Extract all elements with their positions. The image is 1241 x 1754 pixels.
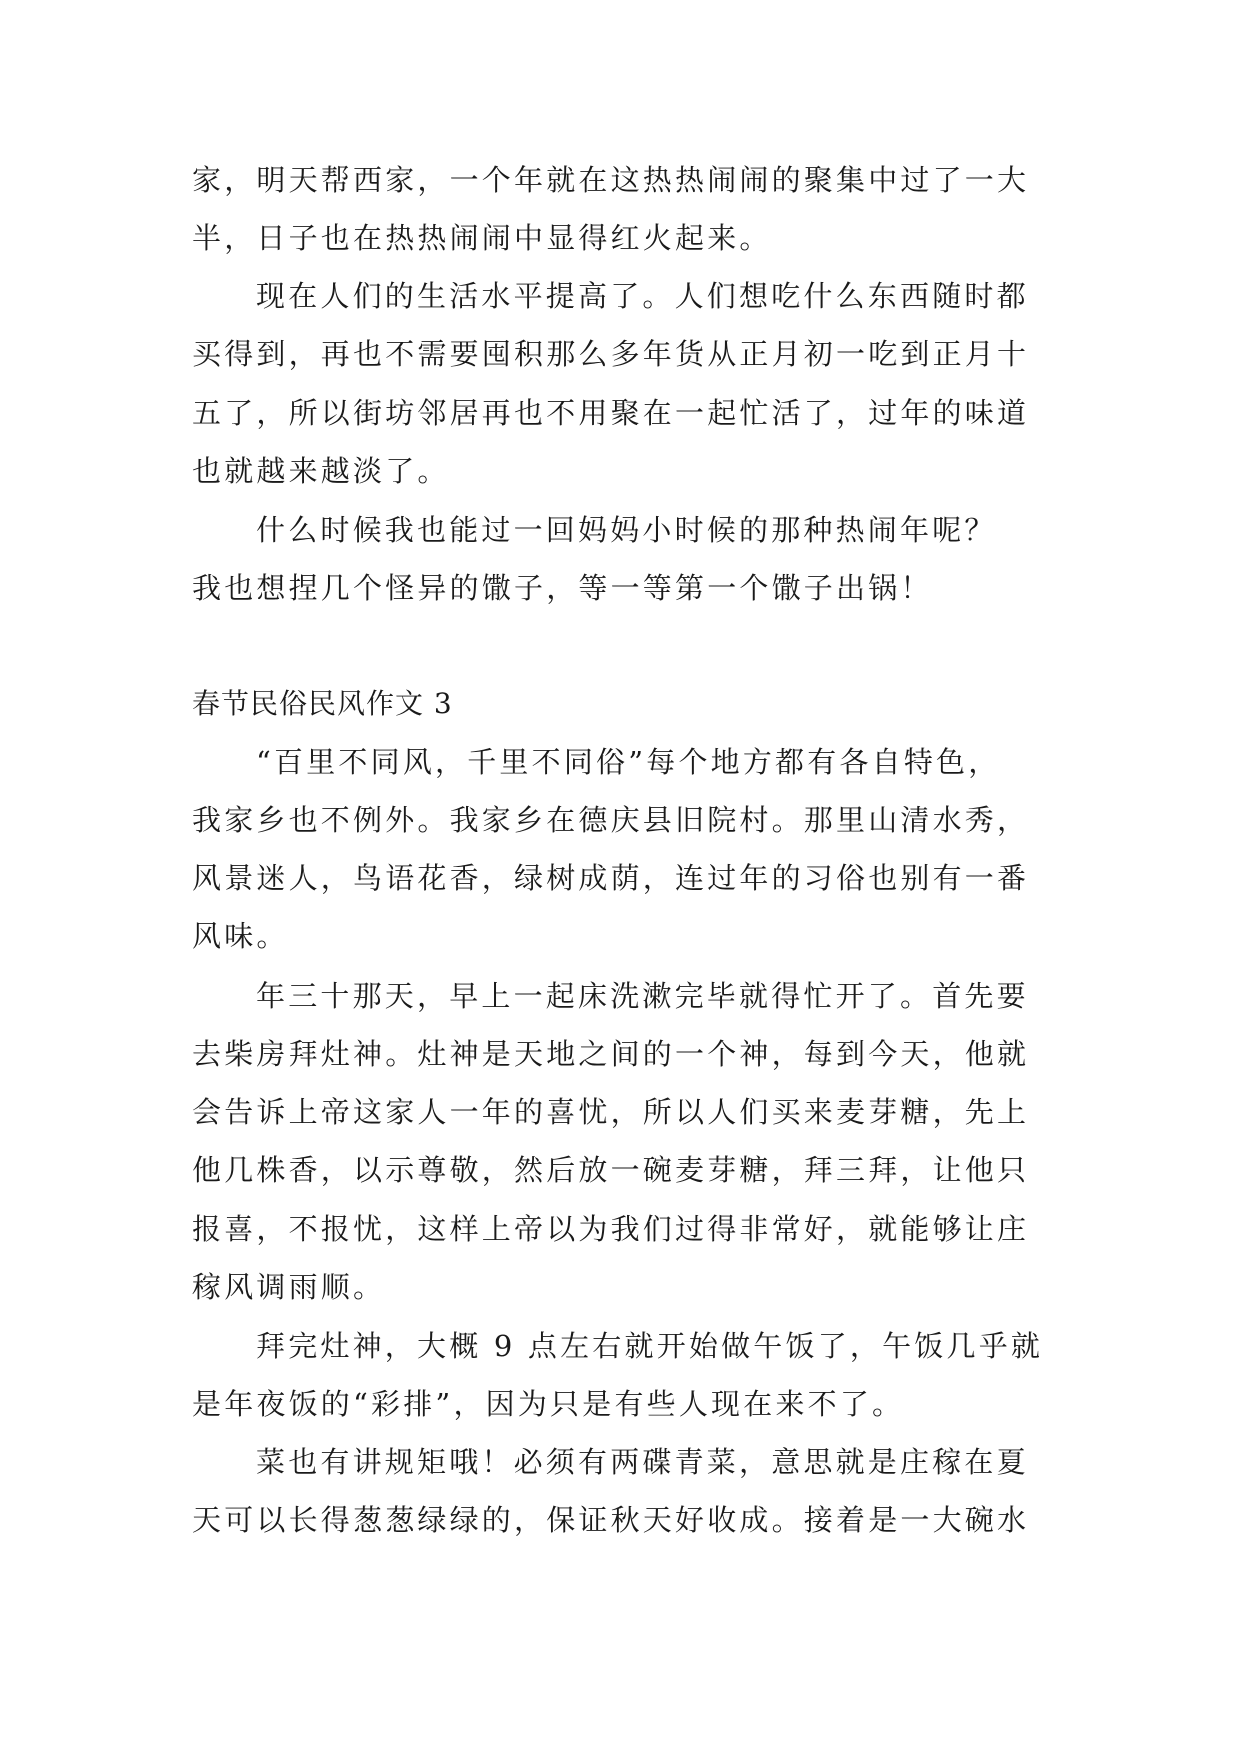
text-line: 现在人们的生活水平提高了。人们想吃什么东西随时都 (256, 279, 1029, 313)
text-line: 五了，所以街坊邻居再也不用聚在一起忙活了，过年的味道 (192, 396, 1030, 430)
text-line: 我家乡也不例外。我家乡在德庆县旧院村。那里山清水秀， (192, 803, 1030, 837)
text-line: 是年夜饭的“彩排”，因为只是有些人现在来不了。 (192, 1387, 905, 1421)
text-line: 拜完灶神，大概 9 点左右就开始做午饭了，午饭几乎就 (256, 1329, 1044, 1363)
text-line: 买得到，再也不需要囤积那么多年货从正月初一吃到正月十 (192, 337, 1030, 371)
text-line: 也就越来越淡了。 (192, 454, 450, 488)
text-line: 年三十那天，早上一起床洗漱完毕就得忙开了。首先要 (256, 979, 1029, 1013)
text-line: 去柴房拜灶神。灶神是天地之间的一个神，每到今天，他就 (192, 1037, 1030, 1071)
text-line: 什么时候我也能过一回妈妈小时候的那种热闹年呢？ (256, 513, 997, 547)
text-line: 他几株香，以示尊敬，然后放一碗麦芽糖，拜三拜，让他只 (192, 1153, 1030, 1187)
text-line: 天可以长得葱葱绿绿的，保证秋天好收成。接着是一大碗水 (192, 1503, 1030, 1537)
text-line: 我也想捏几个怪异的馓子，等一等第一个馓子出锅！ (192, 571, 933, 605)
section-title: 春节民俗民风作文 3 (192, 687, 453, 720)
text-line: 菜也有讲规矩哦！必须有两碟青菜，意思就是庄稼在夏 (256, 1445, 1029, 1479)
text-line: 报喜，不报忧，这样上帝以为我们过得非常好，就能够让庄 (192, 1212, 1030, 1246)
text-line: 风景迷人，鸟语花香，绿树成荫，连过年的习俗也别有一番 (192, 861, 1030, 895)
text-line: 半，日子也在热热闹闹中显得红火起来。 (192, 221, 772, 255)
text-line: 风味。 (192, 919, 289, 953)
text-line: 稼风调雨顺。 (192, 1270, 386, 1304)
text-line: 家，明天帮西家，一个年就在这热热闹闹的聚集中过了一大 (192, 163, 1030, 197)
text-line: 会告诉上帝这家人一年的喜忧，所以人们买来麦芽糖，先上 (192, 1095, 1030, 1129)
text-line: “百里不同风，千里不同俗”每个地方都有各自特色， (256, 745, 1001, 779)
